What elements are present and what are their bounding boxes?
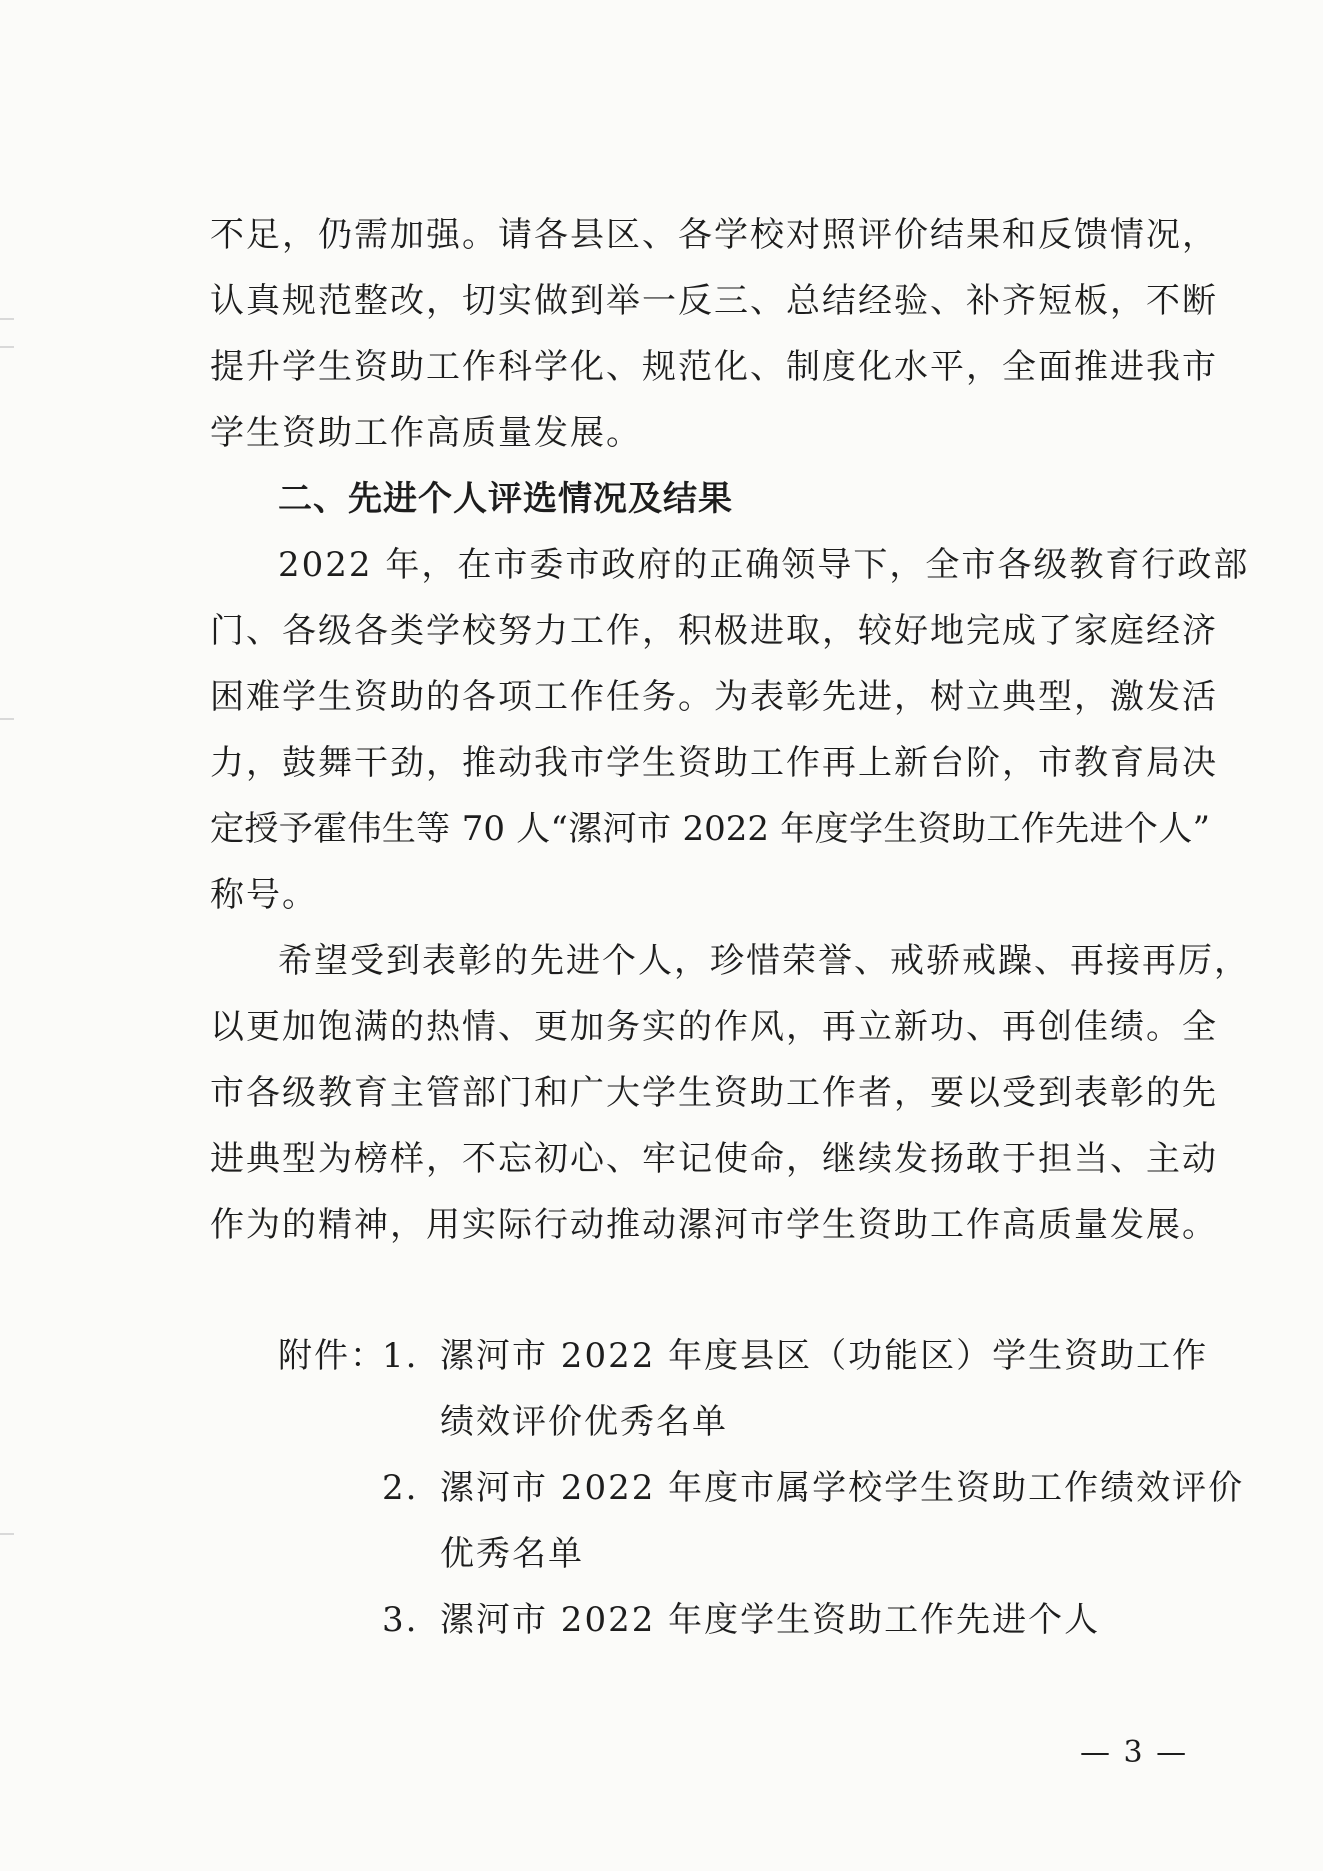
attachment-3-title-line-1: 漯河市 2022 年度学生资助工作先进个人 xyxy=(440,1600,1101,1640)
attachment-1-title-line-1: 漯河市 2022 年度县区（功能区）学生资助工作 xyxy=(440,1336,1209,1376)
scan-mark xyxy=(0,1533,14,1535)
attachment-1-title-line-2: 绩效评价优秀名单 xyxy=(440,1402,728,1442)
paragraph2-line-2: 门、各级各类学校努力工作，积极进取，较好地完成了家庭经济 xyxy=(210,611,1218,651)
scan-mark xyxy=(0,718,14,720)
attachment-2-number: 2. xyxy=(382,1468,419,1508)
paragraph2-line-5: 定授予霍伟生等 70 人“漯河市 2022 年度学生资助工作先进个人” xyxy=(210,809,1210,849)
paragraph1-line-3: 提升学生资助工作科学化、规范化、制度化水平，全面推进我市 xyxy=(210,347,1218,387)
page-number: — 3 — xyxy=(1080,1735,1189,1770)
attachment-2-title-line-1: 漯河市 2022 年度市属学校学生资助工作绩效评价 xyxy=(440,1468,1245,1508)
paragraph3-line-4: 进典型为榜样，不忘初心、牢记使命，继续发扬敢于担当、主动 xyxy=(210,1139,1218,1179)
attachments-label: 附件： xyxy=(278,1336,386,1376)
scan-mark xyxy=(0,346,14,348)
attachment-1-number: 1. xyxy=(382,1336,419,1376)
paragraph1-line-1: 不足，仍需加强。请各县区、各学校对照评价结果和反馈情况， xyxy=(210,215,1218,255)
paragraph2-line-1: 2022 年，在市委市政府的正确领导下，全市各级教育行政部 xyxy=(278,545,1250,585)
paragraph2-line-3: 困难学生资助的各项工作任务。为表彰先进，树立典型，激发活 xyxy=(210,677,1218,717)
paragraph2-line-4: 力，鼓舞干劲，推动我市学生资助工作再上新台阶，市教育局决 xyxy=(210,743,1218,783)
attachment-2-title-line-2: 优秀名单 xyxy=(440,1534,584,1574)
paragraph1-line-4: 学生资助工作高质量发展。 xyxy=(210,413,642,453)
section-heading: 二、先进个人评选情况及结果 xyxy=(278,479,733,519)
scan-mark xyxy=(0,318,14,320)
paragraph3-line-5: 作为的精神，用实际行动推动漯河市学生资助工作高质量发展。 xyxy=(210,1205,1218,1245)
paragraph3-line-2: 以更加饱满的热情、更加务实的作风，再立新功、再创佳绩。全 xyxy=(210,1007,1218,1047)
attachment-3-number: 3. xyxy=(382,1600,419,1640)
paragraph1-line-2: 认真规范整改，切实做到举一反三、总结经验、补齐短板，不断 xyxy=(210,281,1218,321)
paragraph2-line-6: 称号。 xyxy=(210,875,318,915)
paragraph3-line-1: 希望受到表彰的先进个人，珍惜荣誉、戒骄戒躁、再接再厉， xyxy=(278,941,1250,981)
paragraph3-line-3: 市各级教育主管部门和广大学生资助工作者，要以受到表彰的先 xyxy=(210,1073,1218,1113)
